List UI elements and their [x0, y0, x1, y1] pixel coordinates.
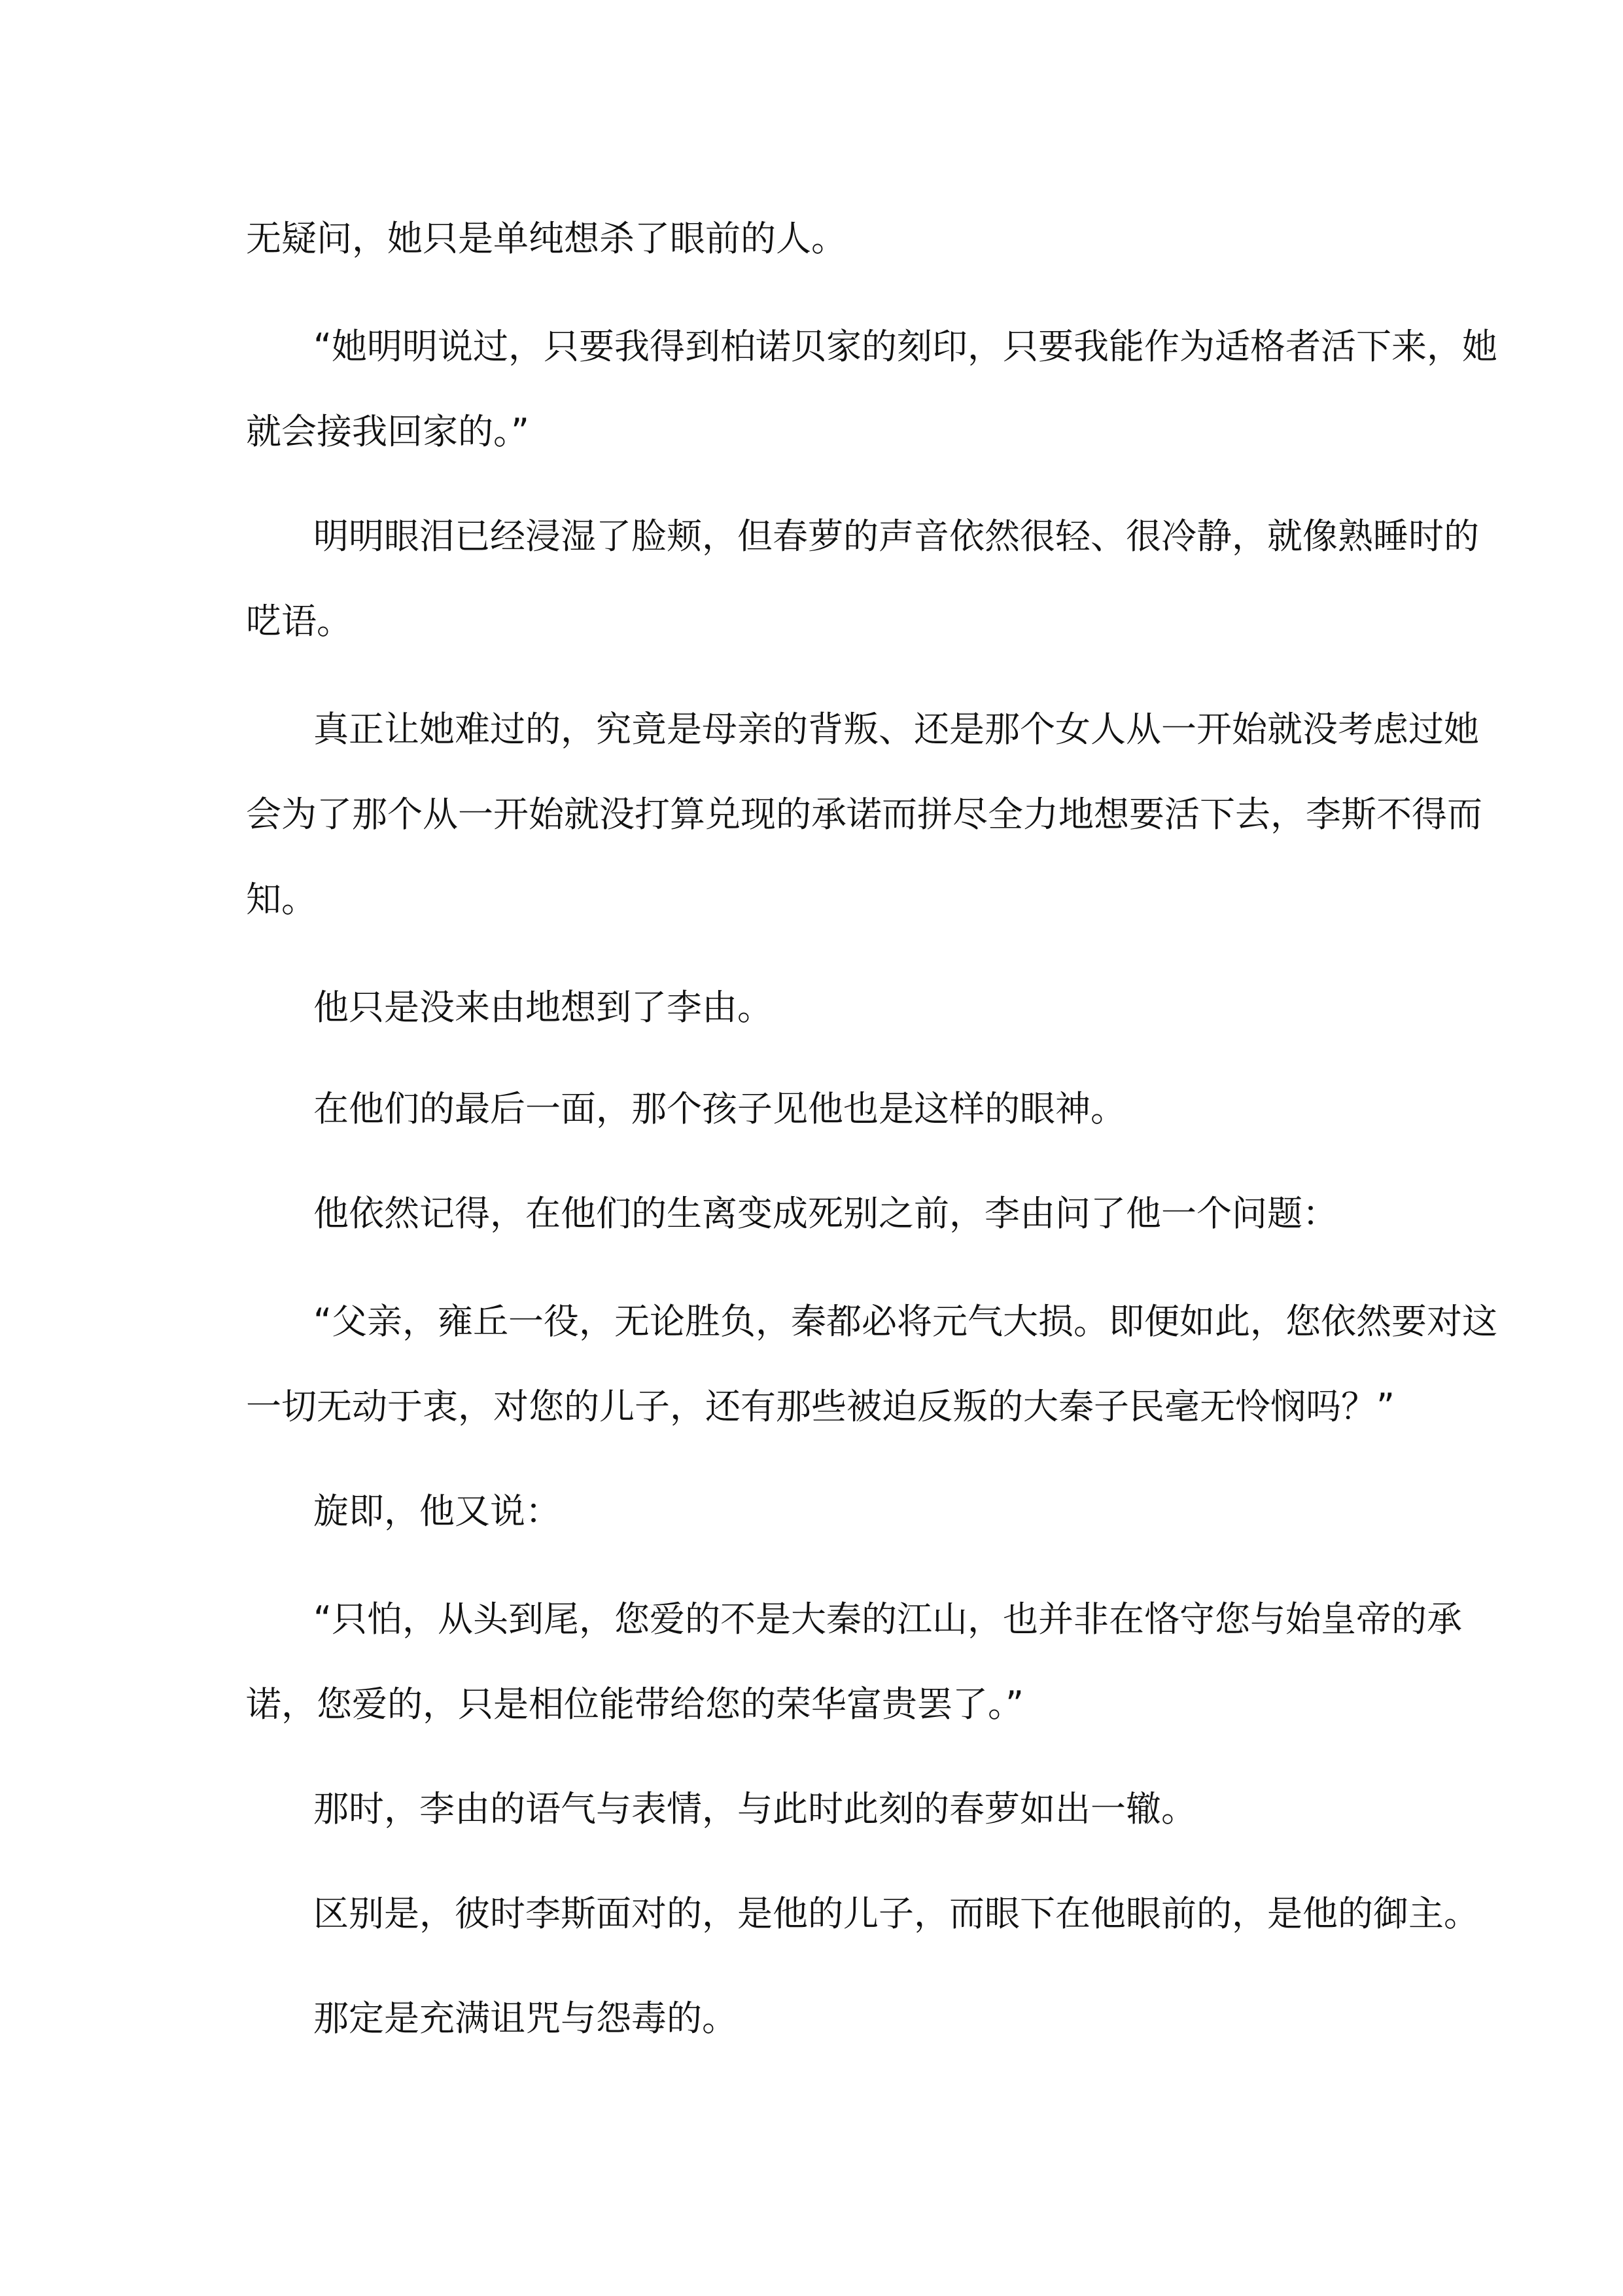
text-line: 那时，李由的语气与表情，与此时此刻的春萝如出一辙。	[313, 1788, 1196, 1829]
text-line: 他只是没来由地想到了李由。	[313, 987, 773, 1028]
text-line: 就会接我回家的。”	[246, 411, 529, 452]
text-line: “只怕，从头到尾，您爱的不是大秦的江山，也并非在恪守您与始皇帝的承	[313, 1598, 1462, 1640]
text-line: “她明明说过，只要我得到柏诺贝家的刻印，只要我能作为适格者活下来，她	[313, 326, 1497, 367]
text-line: 明明眼泪已经浸湿了脸颊，但春萝的声音依然很轻、很冷静，就像熟睡时的	[313, 516, 1479, 557]
text-line: 在他们的最后一面，那个孩子见他也是这样的眼神。	[313, 1088, 1126, 1129]
text-line: 呓语。	[246, 601, 352, 642]
text-line: 旋即，他又说：	[313, 1491, 561, 1532]
text-line: “父亲，雍丘一役，无论胜负，秦都必将元气大损。即便如此，您依然要对这	[313, 1301, 1497, 1342]
text-line: 区别是，彼时李斯面对的，是他的儿子，而眼下在他眼前的，是他的御主。	[313, 1893, 1479, 1934]
text-line: 一切无动于衷，对您的儿子，还有那些被迫反叛的大秦子民毫无怜悯吗？”	[246, 1386, 1395, 1427]
text-line: 他依然记得，在他们的生离变成死别之前，李由问了他一个问题：	[313, 1193, 1338, 1234]
text-line: 那定是充满诅咒与怨毒的。	[313, 1998, 737, 2039]
text-line: 真正让她难过的，究竟是母亲的背叛、还是那个女人从一开始就没考虑过她	[313, 709, 1479, 750]
text-line: 会为了那个从一开始就没打算兑现的承诺而拼尽全力地想要活下去，李斯不得而	[246, 794, 1482, 835]
text-line: 无疑问，她只是单纯想杀了眼前的人。	[246, 218, 846, 259]
text-line: 知。	[246, 879, 317, 920]
text-line: 诺，您爱的，只是相位能带给您的荣华富贵罢了。”	[246, 1684, 1024, 1725]
